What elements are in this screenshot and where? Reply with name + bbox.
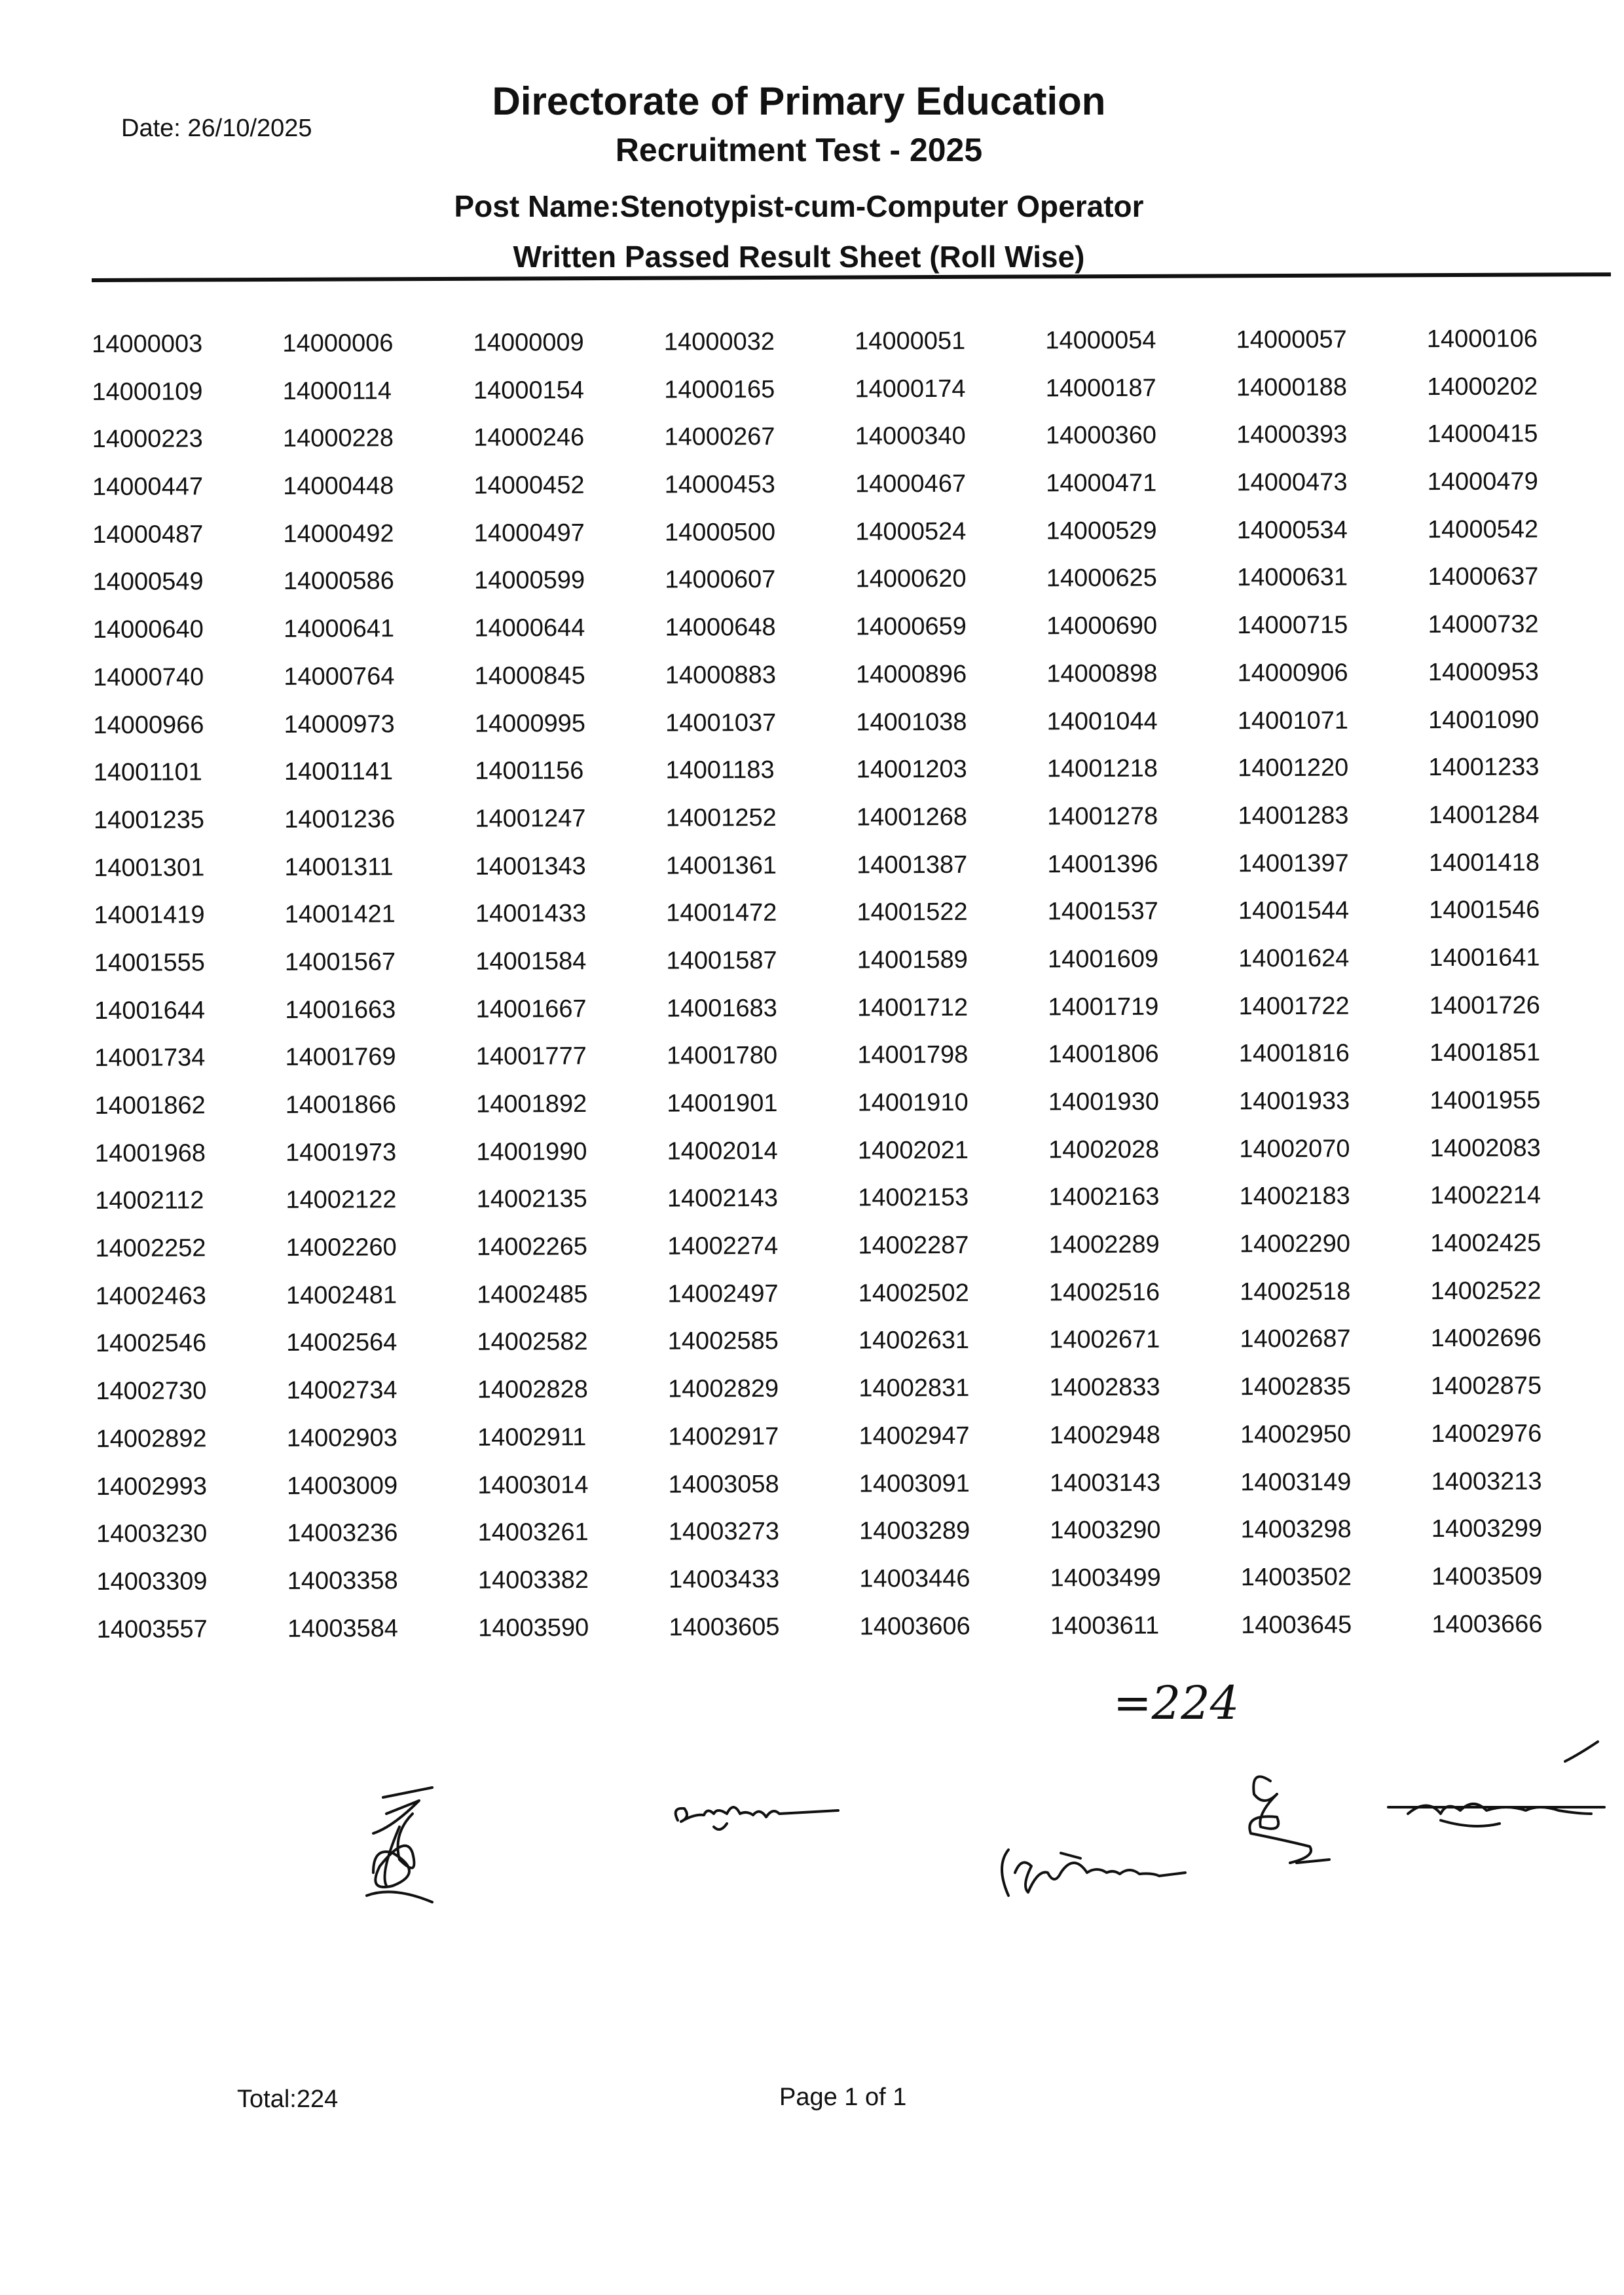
- roll-number: 14001101: [93, 758, 202, 787]
- roll-number: 14000620: [855, 565, 967, 593]
- roll-number: 14000640: [92, 615, 204, 644]
- post-name-value: Stenotypist-cum-Computer Operator: [619, 189, 1144, 223]
- roll-number: 14003289: [859, 1517, 970, 1545]
- roll-number: 14003605: [669, 1613, 780, 1642]
- roll-number: 14002014: [667, 1137, 778, 1166]
- roll-number: 14002497: [667, 1279, 779, 1308]
- roll-number: 14003446: [859, 1564, 970, 1593]
- roll-number: 14000223: [92, 425, 203, 454]
- roll-number: 14000106: [1426, 325, 1538, 354]
- roll-number: 14003058: [668, 1470, 779, 1499]
- roll-number: 14000599: [473, 566, 585, 595]
- roll-number: 14003298: [1240, 1515, 1352, 1544]
- roll-number: 14003213: [1431, 1467, 1542, 1496]
- page-number: Page 1 of 1: [779, 2084, 907, 2111]
- roll-number: 14000054: [1045, 326, 1156, 355]
- roll-number: 14002260: [286, 1234, 397, 1262]
- roll-number: 14001472: [666, 899, 777, 927]
- roll-number: 14001609: [1047, 945, 1159, 974]
- handwritten-count: =224: [1113, 1676, 1240, 1730]
- roll-number: 14002070: [1239, 1135, 1350, 1163]
- roll-number: 14002083: [1430, 1134, 1541, 1162]
- roll-number: 14002290: [1239, 1230, 1351, 1258]
- roll-number: 14002585: [667, 1327, 779, 1356]
- roll-number: 14001141: [284, 758, 394, 786]
- roll-number: 14002564: [286, 1329, 397, 1357]
- roll-number: 14001589: [857, 946, 968, 974]
- roll-number: 14000542: [1427, 515, 1539, 543]
- roll-number: 14000586: [283, 567, 394, 596]
- roll-number: 14002143: [667, 1184, 779, 1213]
- roll-number: 14001777: [475, 1042, 587, 1071]
- roll-number: 14000467: [855, 469, 967, 498]
- roll-number: 14000228: [282, 424, 394, 453]
- roll-number: 14003014: [477, 1471, 589, 1499]
- roll-number: 14000453: [664, 471, 775, 499]
- roll-number: 14002153: [858, 1184, 969, 1212]
- roll-number: 14001268: [856, 803, 968, 832]
- roll-number: 14000051: [855, 327, 966, 356]
- roll-number: 14000845: [474, 661, 585, 690]
- roll-number: 14002892: [96, 1425, 207, 1453]
- roll-number: 14001218: [1046, 754, 1158, 783]
- roll-number: 14001220: [1238, 754, 1349, 782]
- sheet-title: Written Passed Result Sheet (Roll Wise): [513, 240, 1085, 274]
- roll-number: 14001644: [94, 996, 206, 1025]
- roll-number: 14001301: [94, 853, 205, 882]
- roll-number: 14001419: [94, 901, 205, 930]
- roll-number: 14001667: [475, 995, 587, 1023]
- roll-number: 14000631: [1236, 564, 1348, 592]
- roll-number: 14003499: [1050, 1564, 1161, 1592]
- roll-number: 14002518: [1240, 1277, 1351, 1306]
- roll-number: 14000896: [856, 660, 967, 689]
- roll-number: 14002028: [1048, 1135, 1160, 1164]
- roll-number: 14000447: [92, 473, 204, 502]
- roll-number: 14001862: [94, 1092, 206, 1120]
- roll-number: 14001719: [1048, 993, 1159, 1021]
- roll-number: 14000492: [283, 519, 394, 548]
- roll-number: 14000487: [92, 521, 204, 549]
- roll-number: 14003261: [477, 1518, 589, 1547]
- roll-number: 14001247: [475, 804, 586, 833]
- roll-number: 14001567: [284, 948, 396, 976]
- roll-number: 14000473: [1236, 468, 1348, 497]
- roll-number: 14000393: [1236, 421, 1348, 449]
- roll-number: 14002135: [476, 1185, 587, 1214]
- roll-number: 14001252: [665, 803, 777, 832]
- roll-number: 14001866: [285, 1091, 397, 1119]
- roll-number: 14000625: [1046, 564, 1157, 593]
- roll-number: 14000448: [283, 472, 394, 500]
- roll-number: 14001397: [1238, 849, 1349, 877]
- roll-number: 14003358: [287, 1567, 398, 1595]
- roll-number: 14000479: [1427, 468, 1538, 496]
- roll-number: 14001037: [665, 708, 777, 737]
- roll-number: 14001311: [284, 853, 394, 881]
- roll-number: 14000534: [1236, 516, 1348, 545]
- total-count: Total:224: [237, 2085, 339, 2113]
- roll-number: 14001396: [1047, 850, 1158, 878]
- roll-number: 14002730: [96, 1377, 207, 1406]
- roll-number: 14001734: [94, 1044, 206, 1073]
- roll-number: 14000009: [473, 329, 584, 357]
- roll-number: 14003143: [1049, 1469, 1161, 1497]
- roll-number: 14002112: [95, 1186, 204, 1215]
- post-name-label: Post Name:: [454, 189, 620, 223]
- roll-number: 14000659: [855, 612, 967, 641]
- roll-number: 14000648: [665, 614, 776, 642]
- roll-number: 14000740: [93, 663, 204, 691]
- roll-number: 14000641: [283, 615, 395, 644]
- roll-number: 14001418: [1428, 849, 1540, 877]
- roll-number: 14003273: [668, 1518, 780, 1546]
- roll-number: 14000906: [1237, 659, 1348, 688]
- roll-number: 14002546: [95, 1329, 207, 1358]
- roll-number: 14003606: [859, 1612, 970, 1641]
- roll-number: 14001798: [857, 1041, 969, 1069]
- roll-number: 14001156: [475, 757, 584, 785]
- roll-number: 14000340: [855, 422, 966, 450]
- roll-number: 14002917: [668, 1422, 779, 1451]
- roll-number: 14001955: [1430, 1086, 1541, 1115]
- roll-number: 14003509: [1431, 1562, 1543, 1591]
- roll-number: 14002265: [476, 1233, 588, 1261]
- roll-number: 14001233: [1428, 753, 1540, 782]
- roll-number: 14000360: [1045, 422, 1157, 450]
- roll-number: 14002903: [286, 1424, 397, 1452]
- roll-number: 14002502: [858, 1279, 969, 1308]
- roll-number: 14002993: [96, 1472, 207, 1501]
- organization-title: Directorate of Primary Education: [492, 79, 1106, 123]
- roll-number: 14001712: [857, 993, 969, 1022]
- roll-number: 14003299: [1431, 1515, 1543, 1543]
- roll-number: 14003611: [1050, 1611, 1160, 1640]
- roll-number: 14000973: [284, 710, 395, 739]
- roll-number: 14002875: [1430, 1372, 1542, 1401]
- roll-number: 14000154: [473, 376, 585, 405]
- roll-number: 14002911: [477, 1423, 587, 1452]
- roll-number: 14001910: [857, 1088, 969, 1117]
- roll-number: 14000246: [473, 424, 585, 452]
- roll-number: 14000165: [664, 375, 775, 404]
- roll-number: 14003502: [1240, 1563, 1352, 1592]
- roll-number: 14000188: [1236, 373, 1348, 401]
- roll-number: 14001968: [94, 1139, 206, 1167]
- signature-2: [676, 1807, 838, 1829]
- roll-number: 14000174: [855, 375, 966, 403]
- roll-number: 14001816: [1238, 1039, 1350, 1068]
- roll-number: 14001990: [476, 1137, 587, 1166]
- roll-number: 14002214: [1430, 1181, 1541, 1210]
- roll-number: 14001780: [666, 1042, 778, 1070]
- roll-number: 14003290: [1050, 1516, 1161, 1545]
- roll-number: 14002021: [857, 1136, 969, 1165]
- roll-number: 14001587: [666, 946, 777, 975]
- roll-number: 14002522: [1430, 1277, 1541, 1305]
- signature-4: [1249, 1776, 1329, 1863]
- roll-number: 14000764: [284, 663, 395, 691]
- roll-number: 14000549: [92, 568, 204, 597]
- roll-number: 14001433: [475, 900, 587, 928]
- roll-number: 14002947: [858, 1422, 970, 1450]
- roll-number: 14002671: [1049, 1326, 1160, 1354]
- roll-number: 14001663: [285, 995, 396, 1024]
- roll-number: 14002122: [286, 1186, 397, 1215]
- roll-number: 14002734: [286, 1376, 397, 1405]
- roll-number: 14001283: [1238, 801, 1349, 830]
- roll-number: 14000644: [474, 614, 585, 642]
- roll-number: 14001421: [284, 900, 396, 929]
- roll-number: 14003236: [287, 1519, 398, 1548]
- roll-number: 14000415: [1427, 420, 1538, 449]
- roll-number: 14002516: [1048, 1278, 1160, 1307]
- roll-number: 14000109: [92, 378, 203, 406]
- roll-number: 14000529: [1046, 517, 1157, 545]
- roll-number: 14000715: [1237, 611, 1348, 640]
- roll-number: 14002829: [667, 1375, 779, 1403]
- roll-number: 14000898: [1046, 659, 1158, 688]
- roll-number: 14000953: [1428, 658, 1539, 686]
- roll-number: 14000202: [1427, 373, 1538, 401]
- roll-number: 14000032: [663, 327, 775, 356]
- roll-number: 14000114: [282, 376, 392, 405]
- roll-number: 14000690: [1046, 612, 1158, 640]
- roll-number: 14000003: [92, 330, 203, 358]
- roll-number: 14000732: [1428, 610, 1539, 639]
- roll-number: 14003584: [287, 1614, 399, 1643]
- roll-number: 14001343: [475, 852, 586, 881]
- roll-number: 14003590: [478, 1613, 589, 1642]
- roll-number: 14003666: [1431, 1610, 1543, 1638]
- roll-number: 14001546: [1429, 896, 1540, 925]
- roll-number: 14002183: [1239, 1183, 1350, 1211]
- roll-number: 14001203: [856, 756, 967, 784]
- roll-number: 14002696: [1430, 1324, 1541, 1353]
- roll-number: 14000607: [665, 566, 776, 595]
- roll-number: 14001236: [284, 805, 396, 834]
- roll-number: 14003645: [1241, 1611, 1352, 1639]
- roll-number: 14000267: [664, 423, 775, 452]
- roll-number: 14000497: [473, 519, 585, 547]
- roll-number: 14002274: [667, 1232, 779, 1260]
- roll-number: 14001044: [1046, 707, 1158, 735]
- roll-number: 14001726: [1429, 991, 1540, 1019]
- roll-number: 14002831: [858, 1374, 970, 1403]
- roll-number: 14003382: [477, 1566, 589, 1594]
- roll-number: 14001641: [1429, 944, 1540, 972]
- roll-number: 14001555: [94, 949, 205, 977]
- roll-number: 14001806: [1048, 1040, 1159, 1069]
- roll-number: 14001851: [1429, 1038, 1541, 1067]
- roll-number: 14003309: [96, 1568, 208, 1596]
- roll-number: 14002582: [477, 1328, 588, 1357]
- roll-number: 14000637: [1428, 562, 1539, 591]
- roll-number: 14001183: [665, 756, 775, 784]
- roll-number: 14000995: [474, 709, 586, 738]
- test-name: Recruitment Test - 2025: [615, 132, 983, 168]
- roll-number: 14001933: [1239, 1087, 1350, 1116]
- roll-number: 14002163: [1048, 1183, 1160, 1211]
- signature-5: [1388, 1742, 1604, 1826]
- roll-number: 14002950: [1240, 1420, 1352, 1449]
- roll-number: 14000500: [664, 518, 776, 547]
- roll-number: 14001892: [476, 1090, 587, 1118]
- roll-number: 14001071: [1237, 707, 1349, 735]
- roll-number: 14001038: [856, 708, 967, 737]
- roll-number: 14002631: [858, 1327, 970, 1355]
- roll-number: 14001930: [1048, 1088, 1160, 1116]
- roll-number: 14001973: [286, 1138, 397, 1167]
- roll-number: 14002976: [1431, 1420, 1542, 1448]
- roll-number: 14002948: [1049, 1421, 1160, 1450]
- roll-number: 14000524: [855, 517, 967, 546]
- roll-number: 14001544: [1238, 896, 1350, 925]
- roll-number: 14001901: [667, 1089, 778, 1118]
- roll-number: 14002289: [1048, 1230, 1160, 1259]
- roll-number: 14003091: [858, 1469, 970, 1498]
- roll-number: 14002463: [95, 1282, 206, 1310]
- roll-number: 14000057: [1236, 325, 1347, 354]
- roll-number: 14003433: [669, 1565, 780, 1594]
- roll-number: 14001769: [285, 1043, 396, 1072]
- roll-number: 14000006: [282, 329, 394, 358]
- roll-number: 14001284: [1428, 801, 1540, 830]
- roll-number: 14001624: [1238, 944, 1350, 973]
- roll-number: 14002828: [477, 1376, 588, 1404]
- roll-number: 14000187: [1045, 374, 1156, 403]
- roll-number: 14001361: [665, 851, 777, 880]
- roll-number: 14002252: [95, 1234, 206, 1263]
- roll-number: 14001090: [1428, 706, 1540, 734]
- roll-number: 14002481: [286, 1281, 397, 1310]
- roll-number: 14003557: [96, 1615, 208, 1643]
- roll-number: 14000471: [1046, 469, 1157, 498]
- roll-number: 14000452: [473, 471, 585, 500]
- roll-number: 14002287: [858, 1231, 969, 1260]
- roll-number: 14002425: [1430, 1229, 1541, 1258]
- signature-3: [1002, 1850, 1185, 1896]
- roll-number: 14003230: [96, 1520, 208, 1549]
- roll-number: 14000883: [665, 661, 776, 689]
- roll-number: 14001278: [1047, 802, 1158, 831]
- roll-number: 14003009: [287, 1471, 398, 1500]
- roll-number: 14003149: [1240, 1468, 1352, 1496]
- roll-number: 14001683: [666, 994, 777, 1023]
- signature-1: [367, 1788, 432, 1902]
- roll-number: 14001387: [857, 851, 968, 879]
- roll-number: 14001722: [1238, 992, 1350, 1020]
- roll-number: 14001522: [857, 898, 968, 927]
- roll-number: 14001537: [1047, 898, 1158, 926]
- roll-number: 14001584: [475, 947, 587, 976]
- date-label: Date: 26/10/2025: [121, 115, 312, 142]
- roll-number: 14001235: [93, 806, 205, 834]
- roll-number: 14002835: [1240, 1372, 1351, 1401]
- roll-number: 14002833: [1049, 1373, 1160, 1402]
- roll-number: 14002485: [477, 1280, 588, 1309]
- roll-number: 14000966: [93, 710, 204, 739]
- roll-number: 14002687: [1240, 1325, 1351, 1353]
